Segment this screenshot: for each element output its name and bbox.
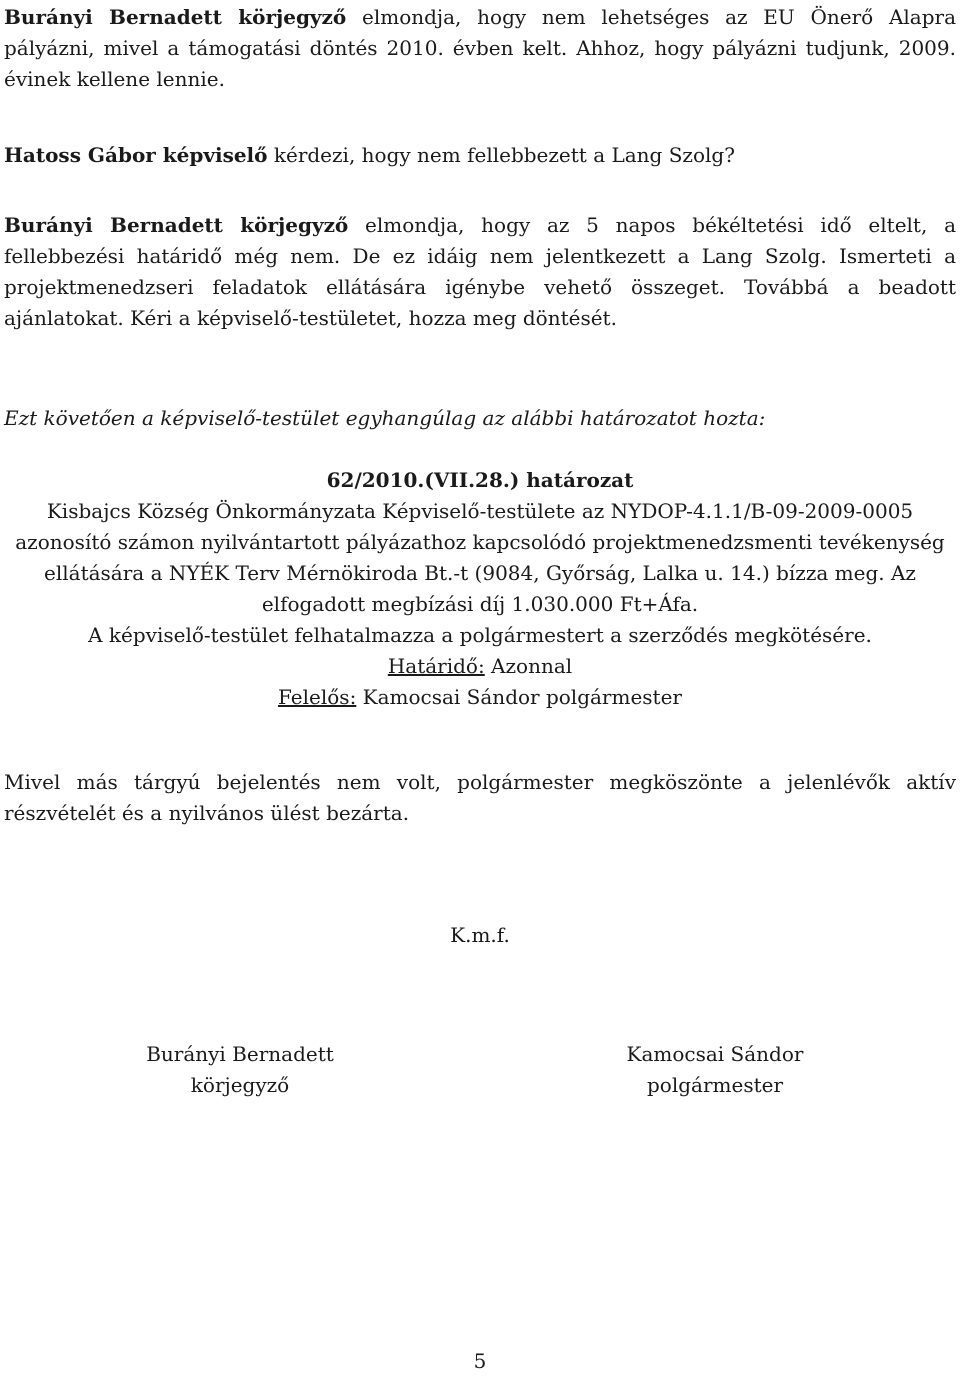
signature-notary xyxy=(140,1039,340,1101)
paragraph-notary-statement xyxy=(4,2,956,95)
speaker-name: Burányi Bernadett körjegyző xyxy=(4,5,347,29)
resolution-intro: Ezt követően a képviselő-testület egyhangúlag az alábbi határozatot hozta: xyxy=(4,406,766,430)
signature-title: polgármester xyxy=(646,1073,784,1097)
resolution-responsible xyxy=(0,682,960,713)
resolution-body: Kisbajcs Község Önkormányzata Képviselő-testülete az NYDOP-4.1.1/B-09-2009-0005 azonosító számon nyilvántartott pályázathoz kapcsolódó projektmenedzsmenti tevékenység ellátására a NYÉK Terv Mérnökiroda Bt.-t (9084, Győrság, Lalka u. 14.) bízza meg. Az elfogadott megbízási díj 1.030.000 Ft+Áfa. xyxy=(15,499,945,616)
signature-mayor xyxy=(610,1039,820,1101)
kmf-label: K.m.f. xyxy=(450,923,510,947)
page-number: 5 xyxy=(473,1349,487,1373)
responsible-value: Kamocsai Sándor polgármester xyxy=(356,685,682,709)
signature-name: Burányi Bernadett xyxy=(146,1042,334,1066)
speaker-name: Hatoss Gábor képviselő xyxy=(4,143,268,167)
responsible-label: Felelős: xyxy=(278,685,357,709)
resolution-block xyxy=(0,465,960,713)
speaker-name: Burányi Bernadett körjegyző xyxy=(4,213,349,237)
resolution-title: 62/2010.(VII.28.) határozat xyxy=(326,468,634,492)
paragraph-text: kérdezi, hogy nem fellebbezett a Lang Szolg? xyxy=(267,143,735,167)
paragraph-notary-response xyxy=(4,210,956,334)
resolution-authorization: A képviselő-testület felhatalmazza a polgármestert a szerződés megkötésére. xyxy=(88,623,872,647)
deadline-label: Határidő: xyxy=(387,654,485,678)
deadline-value: Azonnal xyxy=(484,654,573,678)
paragraph-text: elmondja, hogy nem lehetséges az EU Önerő Alapra pályázni, mivel a támogatási döntés 2010. évben kelt. Ahhoz, hogy pályázni tudjunk, 2009. évinek kellene lennie. xyxy=(4,5,957,91)
signature-name: Kamocsai Sándor xyxy=(626,1042,804,1066)
resolution-deadline xyxy=(0,651,960,682)
paragraph-closing: Mivel más tárgyú bejelentés nem volt, polgármester megköszönte a jelenlévők aktív részvételét és a nyilvános ülést bezárta. xyxy=(4,770,956,825)
paragraph-text: elmondja, hogy az 5 napos békéltetési idő eltelt, a fellebbezési határidő még nem. De ez idáig nem jelentkezett a Lang Szolg. Ismerteti a projektmenedzseri feladatok ellátására igénybe vehető összeget. Továbbá a beadott ajánlatokat. Kéri a képviselő-testületet, hozza meg döntését. xyxy=(4,213,956,330)
paragraph-representative-question xyxy=(4,140,956,171)
signature-title: körjegyző xyxy=(190,1073,290,1097)
